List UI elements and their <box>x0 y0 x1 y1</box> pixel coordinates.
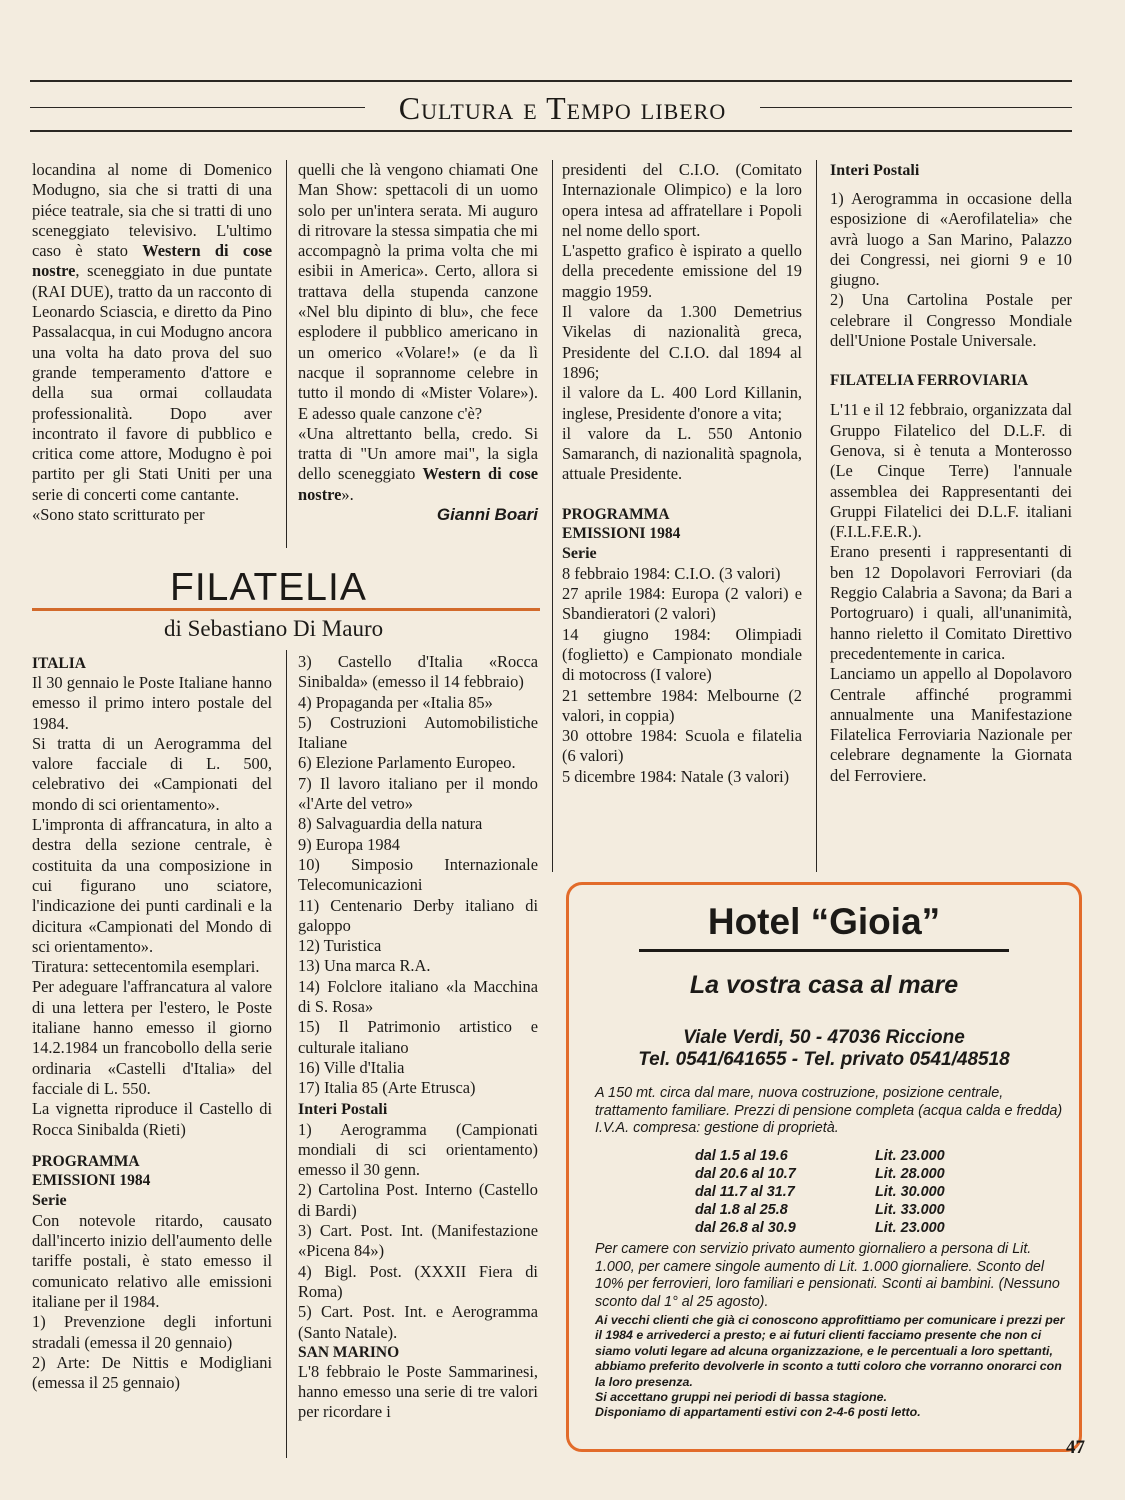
column-divider <box>552 160 553 872</box>
italia-paragraph: Tiratura: settecentomila esemplari. <box>32 957 260 977</box>
cio-paragraph: il valore da L. 550 Antonio Samaranch, di nazionalità spagnola, attuale Presidente. <box>562 423 802 484</box>
column-divider <box>816 160 817 872</box>
list-item: 6) Elezione Parlamento Europeo. <box>298 753 516 773</box>
page-number: 47 <box>1066 1437 1085 1458</box>
list-item: 9) Europa 1984 <box>298 834 400 854</box>
programma-heading: PROGRAMMA EMISSIONI 1984 <box>562 505 681 542</box>
price-value: Lit. 28.000 <box>875 1166 945 1182</box>
italia-paragraph: Il 30 gennaio le Poste Italiane hanno emesso il primo intero postale del 1984. <box>32 673 272 733</box>
hotel-bold-paragraph: Disponiamo di appartamenti estivi con 2-4-6 posti letto. <box>595 1405 921 1420</box>
price-period: dal 1.5 al 19.6 <box>695 1148 788 1164</box>
italia-heading: ITALIA <box>32 655 86 672</box>
price-value: Lit. 33.000 <box>875 1202 945 1218</box>
list-item: 10) Simposio Internazionale Telecomunicazioni <box>298 854 538 895</box>
serie-item: 30 ottobre 1984: Scuola e filatelia (6 valori) <box>562 726 802 766</box>
list-item: 7) Il lavoro italiano per il mondo «l'Arte del vetro» <box>298 773 538 814</box>
price-row <box>695 1219 945 1237</box>
san-marino-paragraph: L'8 febbraio le Poste Sammarinesi, hanno emesso una serie di tre valori per ricordare i <box>298 1361 538 1422</box>
filatelia-col-2 <box>298 652 538 1423</box>
list-item: 4) Propaganda per «Italia 85» <box>298 692 493 712</box>
filatelia-ferroviaria-heading: FILATELIA FERROVIARIA <box>830 372 1029 390</box>
list-item: 14) Folclore italiano «la Macchina di S. Rosa» <box>298 976 538 1017</box>
price-period: dal 20.6 al 10.7 <box>695 1166 796 1182</box>
list-item: 2) Una Cartolina Postale per celebrare il Congresso Mondiale dell'Unione Postale Universale. <box>830 290 1072 351</box>
price-table <box>695 1147 945 1237</box>
list-item: 11) Centenario Derby italiano di galoppo <box>298 895 538 935</box>
article-col-1-quote: «Sono stato scritturato per <box>32 505 205 525</box>
article-signature: Gianni Boari <box>436 505 538 525</box>
ferroviaria-paragraph: Lanciamo un appello al Dopolavoro Centrale affinché programmi annualmente una Manifestazione Filatelica Ferroviaria Nazionale per celebrare degnamente la Giornata del Ferroviere. <box>830 664 1072 785</box>
list-item: 15) Il Patrimonio artistico e culturale italiano <box>298 1017 538 1057</box>
serie-paragraph: Con notevole ritardo, causato dall'incerto inizio dell'aumento delle tariffe postali, è stato emesso il comunicato relativo alle emissioni italiane per il 1984. <box>32 1210 272 1312</box>
price-period: dal 11.7 al 31.7 <box>695 1184 795 1200</box>
serie-item: 27 aprile 1984: Europa (2 valori) e Sbandieratori (2 valori) <box>562 584 802 624</box>
article-col-2-text: quelli che là vengono chiamati One Man Show: spettacoli di un uomo solo per un'intera serata. Mi auguro di ritrovare la stessa simpatia che mi accompagnò la prima volta che mi esibii in America». Certo, allora si trattava della stupenda canzone «Nel blu dipinto di blu», che fece esplodere il pubblico americano in un omerico «Volare!» (e da lì nacque il soprannome celebre in tutto il mondo di «Mister Volare»). E adesso quale canzone c'è? <box>298 160 538 423</box>
list-item: 5) Costruzioni Automobilistiche Italiane <box>298 712 538 753</box>
filatelia-rule <box>32 608 540 611</box>
price-period: dal 1.8 al 25.8 <box>695 1202 788 1218</box>
price-period: dal 26.8 al 30.9 <box>695 1220 796 1236</box>
header-rule-top <box>30 80 1072 82</box>
article-col-2 <box>298 160 538 525</box>
price-value: Lit. 23.000 <box>875 1148 945 1164</box>
price-value: Lit. 23.000 <box>875 1220 945 1236</box>
filatelia-col-4 <box>830 160 1072 786</box>
price-row <box>695 1147 945 1165</box>
hotel-advertisement <box>566 882 1082 1452</box>
italia-paragraph: Per adeguare l'affrancatura al valore di una lettera per l'estero, le Poste italiane hanno emesso il giorno 14.2.1984 un francobollo della serie ordinaria «Castelli d'Italia» del facciale di L. 550. <box>32 977 272 1098</box>
serie-item: 5 dicembre 1984: Natale (3 valori) <box>562 766 790 786</box>
list-item: 5) Cart. Post. Int. e Aerogramma (Santo Natale). <box>298 1302 538 1342</box>
interi-postali-heading: Interi Postali <box>298 1100 388 1118</box>
filatelia-title: FILATELIA <box>170 566 367 609</box>
header-rule-bottom <box>30 130 1072 132</box>
cio-paragraph: L'aspetto grafico è ispirato a quello della precedente emissione del 19 maggio 1959. <box>562 241 802 301</box>
italia-paragraph: L'impronta di affrancatura, in alto a destra della sezione centrale, è costituita da una composizione in cui figurano uno sciatore, l'indicazione dei punti cardinali e la dicitura «Campionati del Mondo di sci orientamento». <box>32 815 272 956</box>
price-row <box>695 1201 945 1219</box>
filatelia-col-3 <box>562 160 802 787</box>
ferroviaria-paragraph: Erano presenti i rappresentanti di ben 12 Dopolavori Ferroviari (da Reggio Calabria a Savona; da Bari a Portogruaro) i quali, all'unanimità, hanno rieletto il Comitato Direttivo precedentemente in carica. <box>830 542 1072 663</box>
serie-item: 8 febbraio 1984: C.I.O. (3 valori) <box>562 563 781 583</box>
cio-paragraph: presidenti del C.I.O. (Comitato Internazionale Olimpico) e la loro opera intesa ad affratellare i Popoli nel nome dello sport. <box>562 160 802 240</box>
serie-item: 2) Arte: De Nittis e Modigliani (emessa il 25 gennaio) <box>32 1352 272 1393</box>
cio-paragraph: il valore da L. 400 Lord Killanin, inglese, Presidente d'onore a vita; <box>562 383 802 423</box>
hotel-name-rule <box>639 949 1009 952</box>
serie-heading: Serie <box>32 1191 67 1209</box>
column-divider <box>286 650 287 1458</box>
hotel-contact <box>569 1027 1079 1071</box>
list-item: 2) Cartolina Post. Interno (Castello di Bardi) <box>298 1180 538 1220</box>
list-item: 1) Aerogramma (Campionati mondiali di sci orientamento) emesso il 30 genn. <box>298 1119 538 1180</box>
serie-heading: Serie <box>562 544 597 562</box>
san-marino-heading: SAN MARINO <box>298 1343 400 1361</box>
article-col-1 <box>32 160 272 525</box>
hotel-bold-note <box>595 1313 1065 1421</box>
list-item: 16) Ville d'Italia <box>298 1057 405 1077</box>
hotel-note: Per camere con servizio privato aumento giornaliero a persona di Lit. 1.000, per camere singole aumento di Lit. 1.000 giornaliere. Sconto del 10% per ferrovieri, loro familiari e pensionati. Sconti ai bambini. (Nessuno sconto dal 1° al 25 agosto). <box>595 1241 1060 1310</box>
price-value: Lit. 30.000 <box>875 1184 945 1200</box>
hotel-bold-paragraph: Si accettano gruppi nei periodi di bassa stagione. <box>595 1390 887 1405</box>
hotel-bold-paragraph: Ai vecchi clienti che già ci conoscono approfittiamo per comunicare i prezzi per il 1984 e arrivederci a presto; e ai futuri clienti facciamo presente che non ci siamo voluti legare ad alcuna organizzazione, e le percentuali a loro spettanti, abbiamo preferito devolverle in sconto a tutti coloro che vorranno onorarci con la loro presenza. <box>595 1313 1065 1389</box>
ferroviaria-paragraph: L'11 e il 12 febbraio, organizzata dal Gruppo Filatelico del D.L.F. di Genova, si è tenuta a Monterosso (Le Cinque Terre) l'annuale assemblea dei Rappresentanti dei Gruppi Filatelici dei D.L.F. italiani (F.I.L.F.E.R.). <box>830 400 1072 542</box>
interi-postali-heading: Interi Postali <box>830 162 920 179</box>
italia-paragraph: Si tratta di un Aerogramma del valore facciale di L. 500, celebrativo dei «Campionati del mondo di sci orientamento». <box>32 733 272 814</box>
hotel-name: Hotel “Gioia” <box>707 901 941 942</box>
list-item: 3) Cart. Post. Int. (Manifestazione «Picena 84») <box>298 1221 538 1261</box>
article-col-2-quote: «Una altrettanto bella, credo. Si tratta di "Un amore mai", la sigla dello sceneggiato Western di cose nostre». <box>298 423 538 504</box>
filatelia-col-1 <box>32 654 272 1394</box>
list-item: 12) Turistica <box>298 936 382 956</box>
serie-item: 21 settembre 1984: Melbourne (2 valori, in coppia) <box>562 685 802 725</box>
filatelia-byline: di Sebastiano Di Mauro <box>164 616 384 641</box>
hotel-description: A 150 mt. circa dal mare, nuova costruzione, posizione centrale, trattamento familiare. Prezzi di pensione completa (acqua calda e fredda) I.V.A. compresa: gestione di proprietà. <box>595 1085 1063 1136</box>
serie-item: 1) Prevenzione degli infortuni stradali (emessa il 20 gennaio) <box>32 1312 272 1352</box>
article-col-1-text: locandina al nome di Domenico Modugno, sia che si tratti di una piéce teatrale, sia che si tratti di uno sceneggiato televisivo. L'ultimo caso è stato Western di cose nostre, sceneggiato in due puntate (RAI DUE), tratto da un racconto di Leonardo Sciascia, e diretto da Pino Passalacqua, in cui Modugno ancora una volta ha dato prova del suo grande temperamento d'attore e della sua ormai collaudata professionalità. Dopo aver incontrato il favore di pubblico e critica come attore, Modugno è poi partito per gli Stati Uniti per una serie di concerti come cantante. <box>32 160 272 504</box>
list-item: 8) Salvaguardia della natura <box>298 814 483 834</box>
serie-item: 14 giugno 1984: Olimpiadi (foglietto) e Campionato mondiale di motocross (I valore) <box>562 624 802 685</box>
list-item: 3) Castello d'Italia «Rocca Sinibalda» (emesso il 14 febbraio) <box>298 652 538 692</box>
programma-heading: PROGRAMMA EMISSIONI 1984 <box>32 1152 151 1189</box>
hotel-address: Viale Verdi, 50 - 47036 Riccione <box>683 1027 965 1048</box>
column-divider <box>286 160 287 548</box>
list-item: 1) Aerogramma in occasione della esposizione di «Aerofilatelia» che avrà luogo a San Marino, Palazzo dei Congressi, nei giorni 9 e 10 giugno. <box>830 189 1072 290</box>
list-item: 4) Bigl. Post. (XXXII Fiera di Roma) <box>298 1261 538 1301</box>
price-row <box>695 1183 945 1201</box>
list-item: 17) Italia 85 (Arte Etrusca) <box>298 1078 476 1098</box>
price-row <box>695 1165 945 1183</box>
section-title: Cultura e Tempo libero <box>365 88 760 128</box>
hotel-phone: Tel. 0541/641655 - Tel. privato 0541/48518 <box>638 1049 1010 1070</box>
list-item: 13) Una marca R.A. <box>298 956 431 976</box>
cio-paragraph: Il valore da 1.300 Demetrius Vikelas di nazionalità greca, Presidente del C.I.O. dal 1894 al 1896; <box>562 302 802 382</box>
italia-paragraph: La vignetta riproduce il Castello di Rocca Sinibalda (Rieti) <box>32 1099 272 1139</box>
hotel-slogan: La vostra casa al mare <box>689 971 959 999</box>
